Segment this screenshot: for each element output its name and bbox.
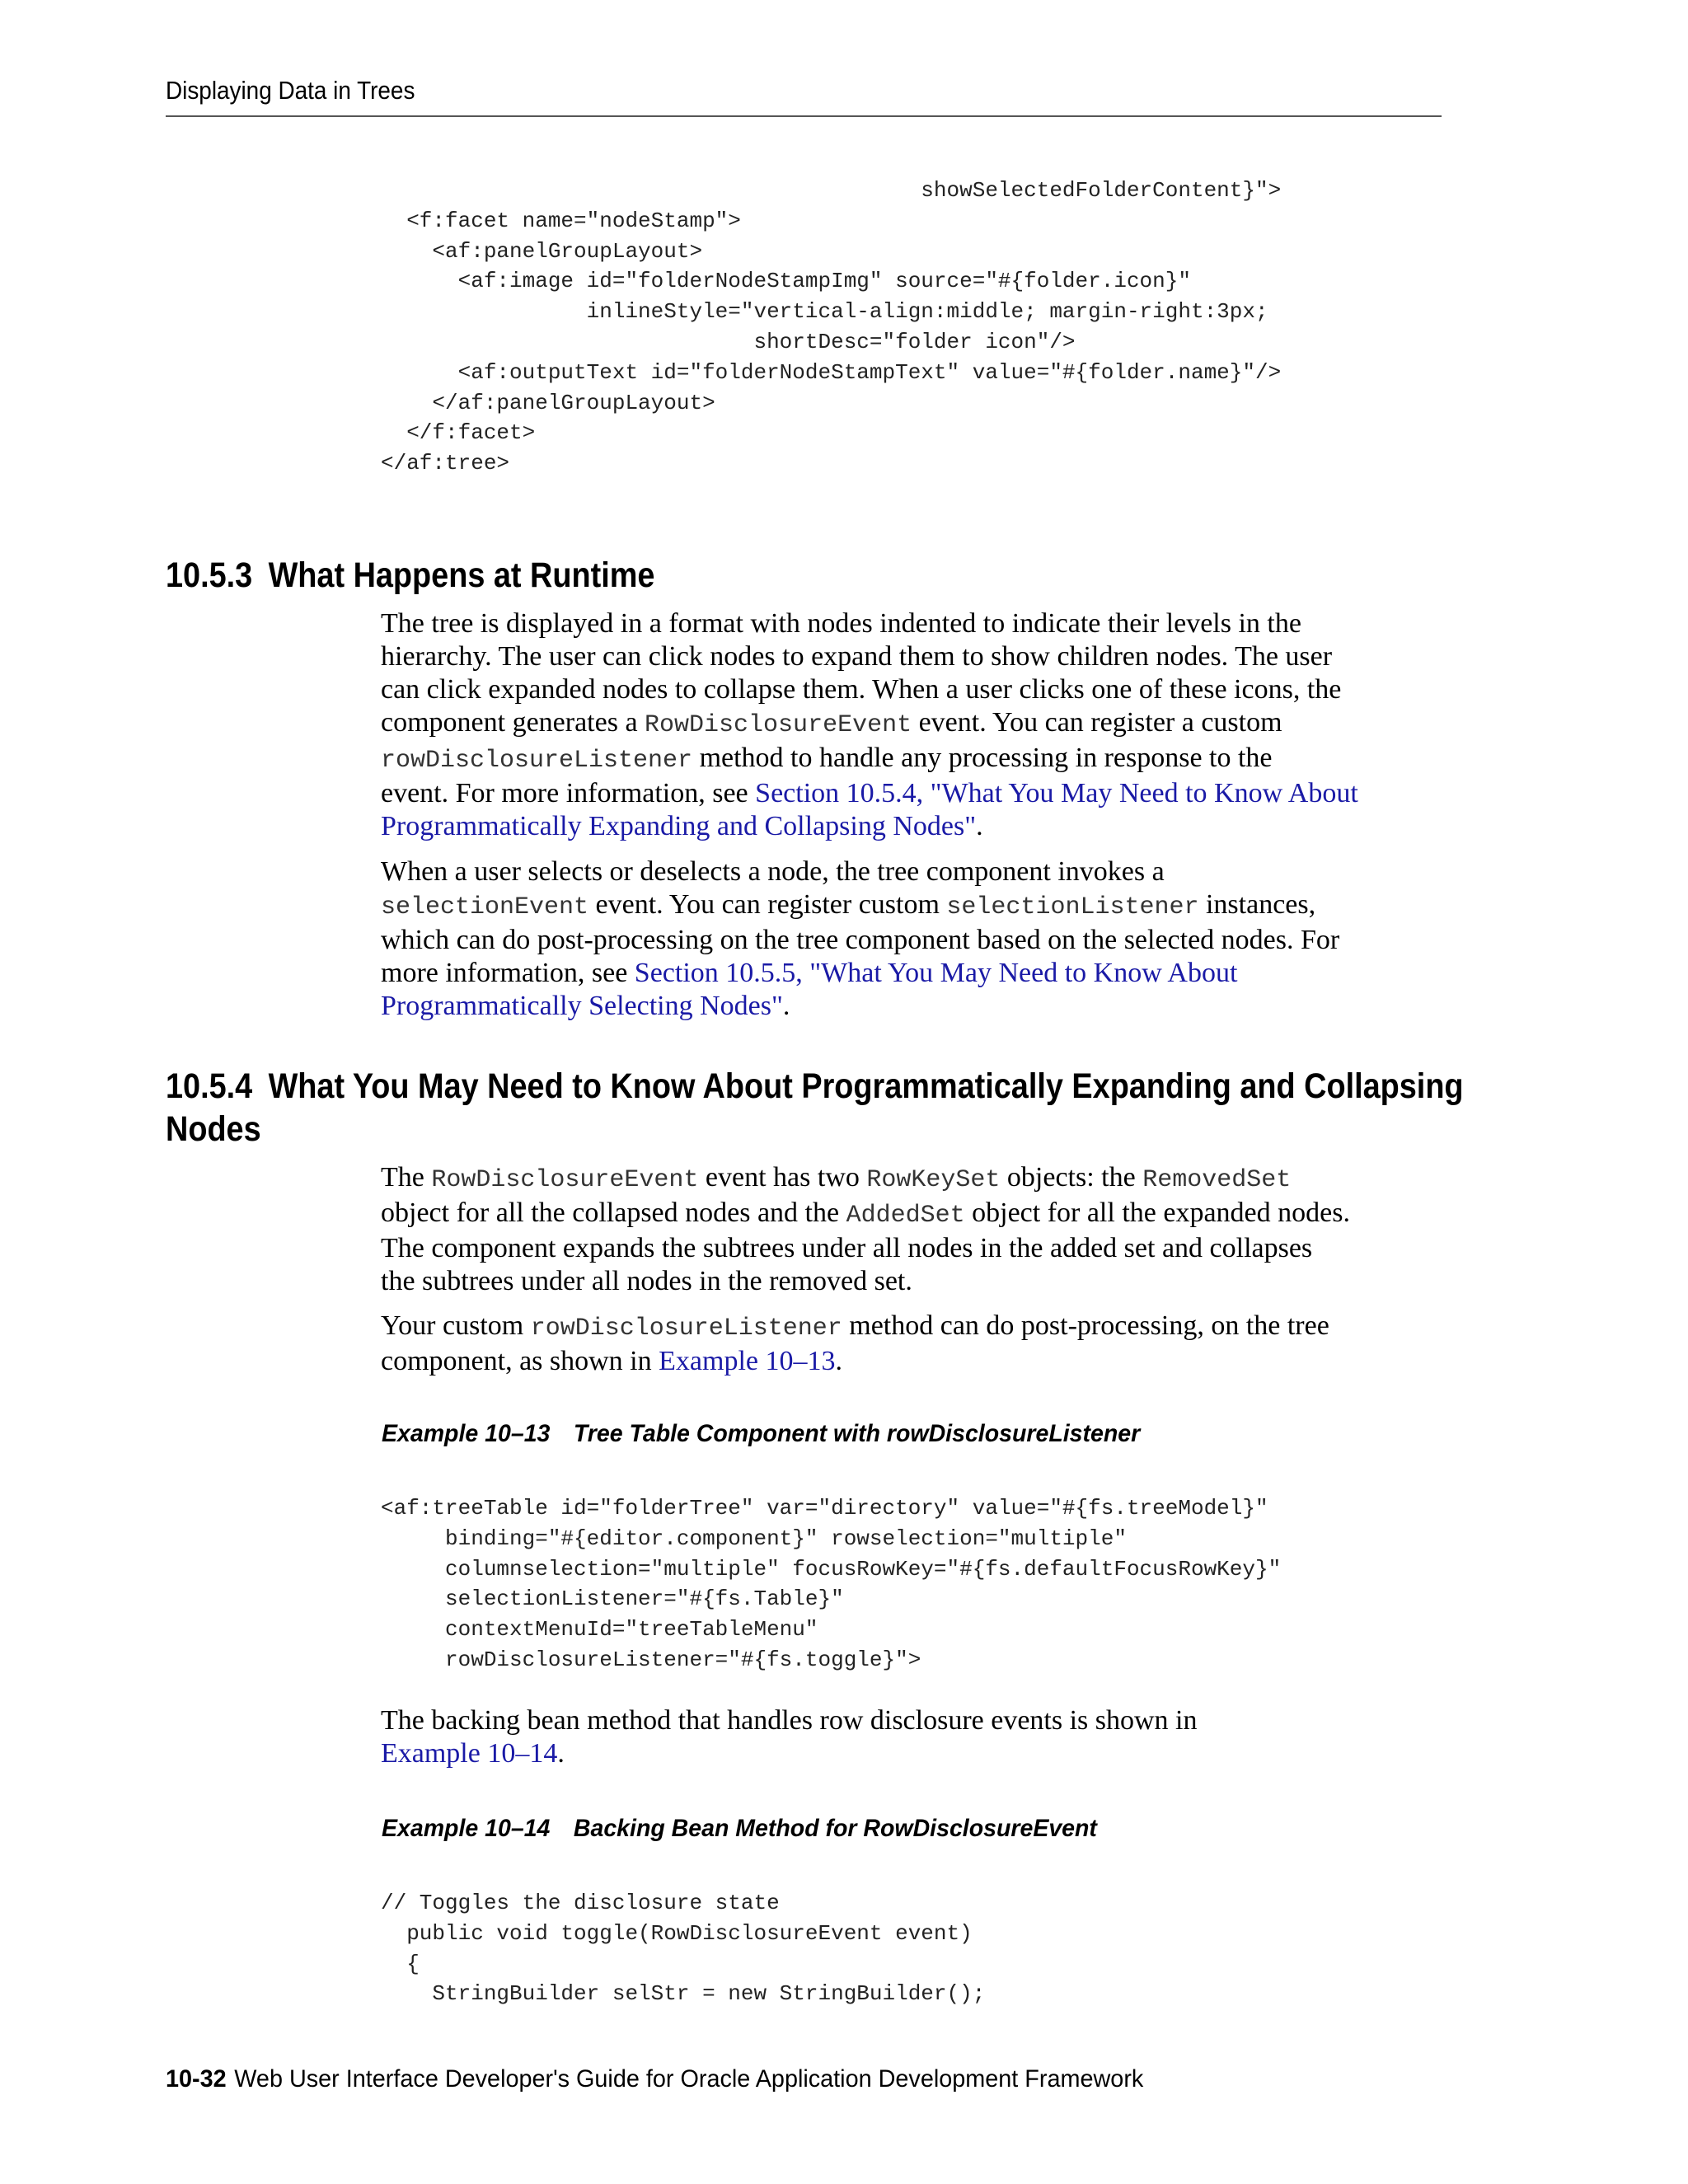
code-line: inlineStyle="vertical-align:middle; margin-right:3px; <box>381 299 1268 325</box>
text-run: method can do post-processing, on the tree <box>842 1310 1329 1341</box>
text-line: the subtrees under all nodes in the removed set. <box>381 1266 912 1296</box>
link-section-10-5-5[interactable]: Section 10.5.5, "What You May Need to Know About <box>634 958 1238 988</box>
text-run: event. You can register a custom <box>912 707 1282 738</box>
text-run: object for all the collapsed nodes and the <box>381 1197 846 1228</box>
text-line <box>381 810 1358 843</box>
link-section-10-5-5-cont[interactable]: Programmatically Selecting Nodes" <box>381 991 783 1021</box>
code-block-example-10-14 <box>381 1888 985 2009</box>
code-line: binding="#{editor.component}" rowselection="multiple" <box>381 1526 1127 1551</box>
example-label: Example 10–14 <box>382 1815 551 1842</box>
paragraph-runtime-selection <box>381 855 1339 1023</box>
text-line <box>381 706 1358 742</box>
paragraph-rowkeyset <box>381 1161 1350 1298</box>
code-line: StringBuilder selStr = new StringBuilder(); <box>381 1981 986 2007</box>
code-line: selectionListener="#{fs.Table}" <box>381 1586 844 1612</box>
inline-code: RowDisclosureEvent <box>645 711 912 739</box>
text-line: The backing bean method that handles row disclosure events is shown in <box>381 1705 1198 1736</box>
text-run: objects: the <box>1000 1162 1143 1193</box>
text-line <box>381 990 1339 1023</box>
text-line <box>381 1737 1198 1770</box>
inline-code: AddedSet <box>846 1202 965 1230</box>
text-run: event. For more information, see <box>381 778 756 808</box>
code-line: </af:panelGroupLayout> <box>381 390 715 415</box>
text-line <box>381 1345 1329 1378</box>
code-line: <af:treeTable id="folderTree" var="directory" value="#{fs.treeModel}" <box>381 1496 1268 1521</box>
section-number: 10.5.4 <box>166 1066 253 1106</box>
code-line: public void toggle(RowDisclosureEvent event) <box>381 1920 973 1946</box>
example-10-14-caption <box>382 1815 1097 1843</box>
book-title: Web User Interface Developer's Guide for Oracle Application Development Framework <box>234 2065 1144 2093</box>
text-line <box>381 1310 1329 1345</box>
paragraph-runtime-disclosure <box>381 607 1358 843</box>
example-10-13-caption <box>382 1420 1140 1448</box>
text-run: Your custom <box>381 1310 531 1341</box>
code-line: <af:outputText id="folderNodeStampText" value="#{folder.name}"/> <box>381 359 1282 385</box>
text-line: The component expands the subtrees under all nodes in the added set and collapses <box>381 1233 1313 1263</box>
code-line: </af:tree> <box>381 451 510 476</box>
text-line: hierarchy. The user can click nodes to expand them to show children nodes. The user <box>381 641 1333 672</box>
example-title: Tree Table Component with rowDisclosureListener <box>573 1420 1141 1447</box>
inline-code: RowDisclosureEvent <box>431 1166 699 1194</box>
text-line: The tree is displayed in a format with nodes indented to indicate their levels in the <box>381 608 1301 639</box>
text-line <box>381 888 1339 924</box>
page-number: 10-32 <box>166 2065 227 2093</box>
text-line: can click expanded nodes to collapse them. When a user clicks one of these icons, the <box>381 674 1342 705</box>
section-title-cont: Nodes <box>166 1109 261 1149</box>
text-run: . <box>835 1346 842 1376</box>
text-run: method to handle any processing in response to the <box>692 743 1273 773</box>
code-line: <f:facet name="nodeStamp"> <box>381 208 741 233</box>
paragraph-custom-listener <box>381 1310 1329 1378</box>
paragraph-backing-bean <box>381 1704 1198 1770</box>
code-line: <af:image id="folderNodeStampImg" source="#{folder.icon}" <box>381 269 1191 294</box>
code-block-tree <box>381 176 1281 479</box>
link-section-10-5-4[interactable]: Section 10.5.4, "What You May Need to Know About <box>755 778 1358 808</box>
example-label: Example 10–13 <box>382 1420 551 1447</box>
text-line: When a user selects or deselects a node, the tree component invokes a <box>381 856 1165 887</box>
text-run: event has two <box>698 1162 867 1193</box>
code-line: </f:facet> <box>381 420 536 446</box>
text-run: object for all the expanded nodes. <box>964 1197 1350 1228</box>
section-title: What Happens at Runtime <box>268 555 655 595</box>
code-line: // Toggles the disclosure state <box>381 1891 780 1915</box>
text-run: The <box>381 1162 432 1193</box>
inline-code: selectionEvent <box>381 893 589 921</box>
text-line <box>381 1161 1350 1197</box>
text-run: . <box>782 991 790 1021</box>
text-line <box>381 957 1339 990</box>
code-line: columnselection="multiple" focusRowKey="#{fs.defaultFocusRowKey}" <box>381 1556 1282 1582</box>
code-line: { <box>381 1951 420 1976</box>
code-line: showSelectedFolderContent}"> <box>381 178 1282 203</box>
text-run: . <box>976 811 983 841</box>
text-run: component, as shown in <box>381 1346 659 1376</box>
text-line: which can do post-processing on the tree component based on the selected nodes. For <box>381 925 1340 955</box>
code-line: shortDesc="folder icon"/> <box>381 329 1076 354</box>
header-rule <box>166 115 1442 117</box>
text-run: more information, see <box>381 958 635 988</box>
text-line <box>381 777 1358 810</box>
page-footer <box>166 2065 1143 2093</box>
text-run: . <box>557 1738 565 1769</box>
code-line: <af:panelGroupLayout> <box>381 238 703 264</box>
link-example-10-14[interactable]: Example 10–14 <box>381 1738 558 1769</box>
code-block-example-10-13 <box>381 1493 1281 1675</box>
inline-code: rowDisclosureListener <box>381 747 693 775</box>
link-section-10-5-4-cont[interactable]: Programmatically Expanding and Collapsing Nodes" <box>381 811 977 841</box>
text-run: component generates a <box>381 707 645 738</box>
section-heading-10-5-3 <box>166 554 654 597</box>
text-line <box>381 742 1358 777</box>
link-example-10-13[interactable]: Example 10–13 <box>659 1346 836 1376</box>
text-line <box>381 1197 1350 1232</box>
example-title: Backing Bean Method for RowDisclosureEvent <box>573 1815 1097 1842</box>
code-line: rowDisclosureListener="#{fs.toggle}"> <box>381 1647 921 1672</box>
text-run: event. You can register custom <box>588 889 947 920</box>
section-number: 10.5.3 <box>166 555 253 595</box>
code-line: contextMenuId="treeTableMenu" <box>381 1617 818 1643</box>
inline-code: selectionListener <box>946 893 1199 921</box>
text-run: instances, <box>1198 889 1316 920</box>
running-header: Displaying Data in Trees <box>166 76 415 105</box>
inline-code: RemovedSet <box>1142 1166 1292 1194</box>
inline-code: RowKeySet <box>866 1166 1001 1194</box>
inline-code: rowDisclosureListener <box>530 1315 842 1343</box>
section-title: What You May Need to Know About Programmatically Expanding and Collapsing <box>268 1066 1464 1106</box>
section-heading-10-5-4 <box>166 1065 1464 1151</box>
